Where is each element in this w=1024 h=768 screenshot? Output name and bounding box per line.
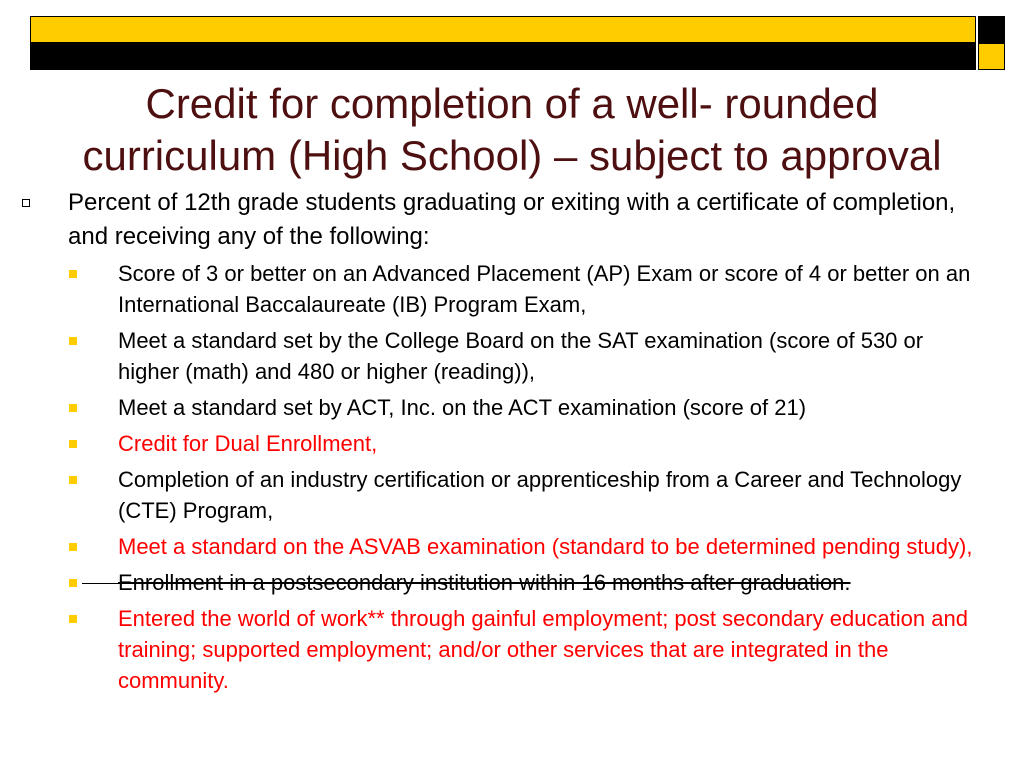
header-bar-black <box>30 43 976 70</box>
list-item <box>0 428 1024 459</box>
criteria-list <box>0 258 1024 696</box>
slide-title <box>0 78 1024 182</box>
list-item-text: Meet a standard set by the College Board on the SAT examination (score of 530 or higher (math) and 480 or higher (reading)), <box>118 328 924 384</box>
list-item-struck <box>0 567 1024 598</box>
slide-title-line-1: Credit for completion of a well- rounded <box>145 80 879 127</box>
strikethrough-line <box>82 583 118 584</box>
square-bullet-icon <box>69 543 77 551</box>
list-item-text: Score of 3 or better on an Advanced Placement (AP) Exam or score of 4 or better on an International Baccalaureate (IB) Program Exam, <box>118 261 971 317</box>
list-item-text: Entered the world of work** through gainful employment; post secondary education and training; supported employment; and/or other services that are integrated in the community. <box>118 606 968 693</box>
hollow-square-bullet-icon <box>22 199 30 207</box>
list-item <box>0 464 1024 526</box>
list-item-text: Enrollment in a postsecondary institution within 16 months after graduation. <box>118 570 851 595</box>
list-item <box>0 392 1024 423</box>
square-bullet-icon <box>69 476 77 484</box>
list-item-text: Completion of an industry certification or apprenticeship from a Career and Technology (CTE) Program, <box>118 467 962 523</box>
square-bullet-icon <box>69 337 77 345</box>
square-bullet-icon <box>69 579 77 587</box>
list-item <box>0 325 1024 387</box>
square-bullet-icon <box>69 615 77 623</box>
slide-content <box>0 186 1024 701</box>
corner-square-black <box>978 16 1005 43</box>
square-bullet-icon <box>69 404 77 412</box>
list-item <box>0 531 1024 562</box>
square-bullet-icon <box>69 440 77 448</box>
main-point <box>0 186 1024 254</box>
corner-square-yellow <box>978 43 1005 70</box>
list-item <box>0 258 1024 320</box>
list-item <box>0 603 1024 696</box>
list-item-text: Credit for Dual Enrollment, <box>118 431 378 456</box>
list-item-text: Meet a standard set by ACT, Inc. on the ACT examination (score of 21) <box>118 395 807 420</box>
main-point-text: Percent of 12th grade students graduating or exiting with a certificate of completion, and receiving any of the following: <box>68 189 956 250</box>
header-bar-yellow <box>30 16 976 43</box>
list-item-text: Meet a standard on the ASVAB examination (standard to be determined pending study), <box>118 534 973 559</box>
slide-title-line-2: curriculum (High School) – subject to approval <box>82 132 942 179</box>
square-bullet-icon <box>69 270 77 278</box>
